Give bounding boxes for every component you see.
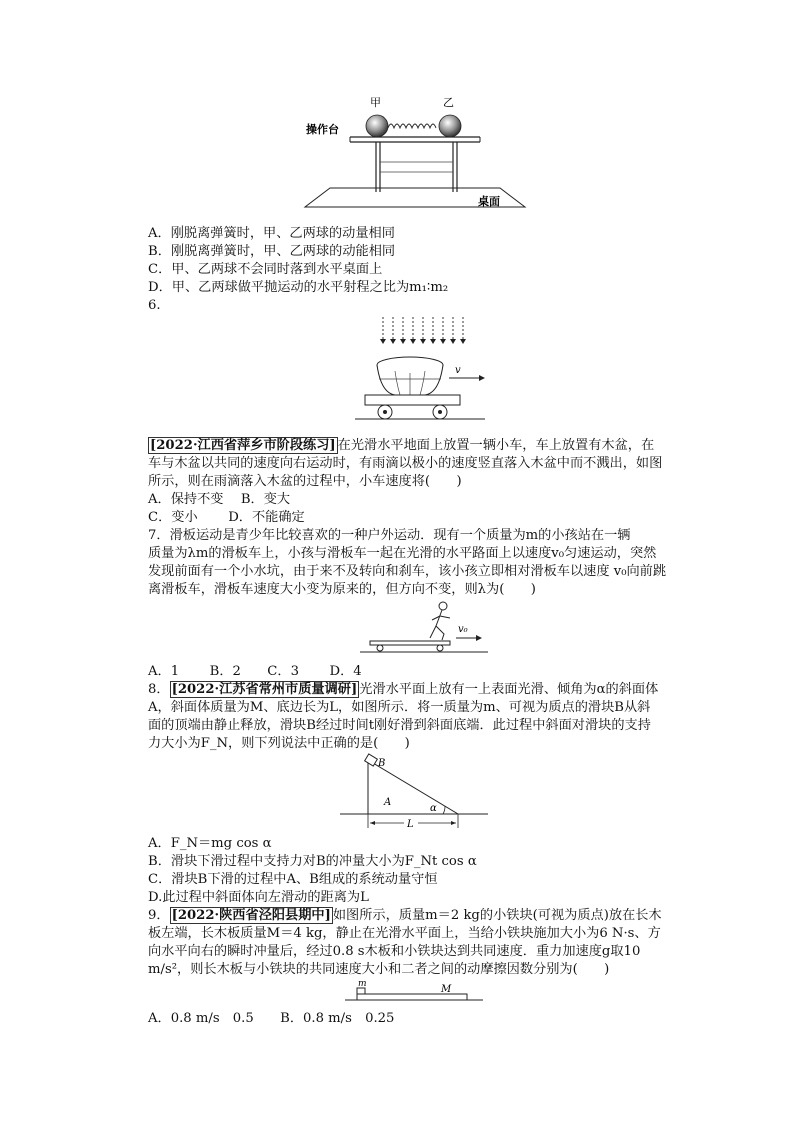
q6-line-2: 车与木盆以共同的速度向右运动时，有雨滴以极小的速度竖直落入木盆中而不溅出，如图 — [148, 456, 663, 471]
svg-text:甲: 甲 — [370, 96, 381, 109]
q7-line-2: 质量为λm的滑板车上，小孩与滑板车一起在光滑的水平路面上以速度v₀匀速运动，突然 — [148, 546, 657, 561]
q9-options-ab: A．0.8 m/s 0.5 B．0.8 m/s 0.25 — [148, 1011, 395, 1026]
figure-spring-balls — [300, 92, 535, 217]
q8-option-b: B．滑块下滑过程中支持力对B的冲量大小为F_Nt cos α — [148, 854, 477, 869]
board-block-diagram — [345, 977, 485, 1005]
q6-line-3: 所示，则在雨滴落入木盆的过程中，小车速度将( ) — [148, 474, 462, 489]
child-figure — [430, 610, 450, 640]
svg-text:α: α — [430, 803, 437, 814]
svg-text:v: v — [455, 365, 461, 376]
q8-line-4: 力大小为F_N，则下列说法中正确的是( ) — [148, 736, 410, 751]
q8-option-c: C．滑块B下滑的过程中A、B组成的系统动量守恒 — [148, 872, 438, 887]
q5-option-b: B．刚脱离弹簧时，甲、乙两球的动能相同 — [148, 244, 396, 259]
q6-number: 6. — [148, 298, 161, 313]
q8-line-2: A，斜面体质量为M、底边长为L，如图所示．将一质量为m、可视为质点的滑块B从斜 — [148, 700, 651, 715]
q7-options: A．1 B．2 C．3 D．4 — [148, 664, 362, 679]
spring-balls-diagram — [300, 92, 535, 217]
q8-option-d: D.此过程中斜面体向左滑动的距离为L — [148, 890, 369, 905]
figure-incline — [340, 752, 490, 832]
svg-text:M: M — [441, 984, 452, 995]
svg-text:B: B — [378, 758, 386, 769]
svg-text:L: L — [407, 819, 414, 830]
q8-option-a: A．F_N＝mg cos α — [148, 836, 272, 851]
q6-source: [2022·江西省萍乡市阶段练习] — [150, 438, 336, 453]
spring — [388, 124, 436, 128]
q5-option-a: A．刚脱离弹簧时，甲、乙两球的动量相同 — [148, 226, 395, 241]
ball-b — [439, 115, 461, 137]
cart-basin-diagram — [355, 315, 490, 425]
q5-option-c: C．甲、乙两球不会同时落到水平桌面上 — [148, 262, 383, 277]
svg-text:v₀: v₀ — [458, 624, 468, 635]
skateboard-diagram — [360, 598, 490, 656]
svg-text:A: A — [384, 797, 392, 808]
q8-line-3: 面的顶端由静止释放，滑块B经过时间t刚好滑到斜面底端．此过程中斜面对滑块的支持 — [148, 718, 651, 733]
cart-body — [365, 395, 460, 405]
q6-options-ab: A．保持不变 B．变大 — [148, 492, 291, 507]
skateboard — [370, 641, 450, 645]
q9-line-3: 向水平向右的瞬时冲量后，经过0.8 s木板和小铁块达到共同速度．重力加速度g取10 — [148, 944, 641, 959]
incline-diagram — [340, 752, 490, 832]
q8-source: [2022·江苏省常州市质量调研] — [171, 682, 358, 697]
svg-text:m: m — [358, 979, 367, 989]
figure-board-block — [345, 977, 485, 1005]
q9-source: [2022·陕西省泾阳县期中] — [171, 908, 331, 923]
q8-line-1: 8． [2022·江苏省常州市质量调研] 光滑水平面上放有一上表面光滑、倾角为α的斜面体 — [148, 682, 659, 697]
q7-line-4: 离滑板车，滑板车速度大小变为原来的，但方向不变，则λ为( ) — [148, 582, 536, 597]
q9-line-4: m/s²，则长木板与小铁块的共同速度大小和二者之间的动摩擦因数分别为( ) — [148, 962, 610, 977]
figure-cart-basin — [355, 315, 490, 425]
svg-text:桌面: 桌面 — [478, 195, 500, 208]
q6-options-cd: C．变小 D．不能确定 — [148, 510, 305, 525]
q9-line-1: 9． [2022·陕西省泾阳县期中] 如图所示，质量m＝2 kg的小铁块(可视为质点)放在长木 — [148, 908, 662, 923]
figure-skateboard — [360, 598, 490, 656]
q6-line-1: [2022·江西省萍乡市阶段练习] 在光滑水平地面上放置一辆小车，车上放置有木盆，在 — [150, 438, 655, 453]
q7-line-1: 7．滑板运动是青少年比较喜欢的一种户外运动．现有一个质量为m的小孩站在一辆 — [148, 528, 631, 543]
svg-text:乙: 乙 — [443, 96, 454, 109]
q9-line-2: 板左端，长木板质量M＝4 kg，静止在光滑水平面上，当给小铁块施加大小为6 N·s、方 — [148, 926, 661, 941]
q7-line-3: 发现前面有一个小水坑，由于来不及转向和刹车，该小孩立即相对滑板车以速度 v₀向前跳 — [148, 564, 667, 579]
ball-a — [366, 115, 388, 137]
q5-option-d: D．甲、乙两球做平抛运动的水平射程之比为m₁∶m₂ — [148, 280, 449, 295]
svg-text:操作台: 操作台 — [306, 123, 339, 136]
